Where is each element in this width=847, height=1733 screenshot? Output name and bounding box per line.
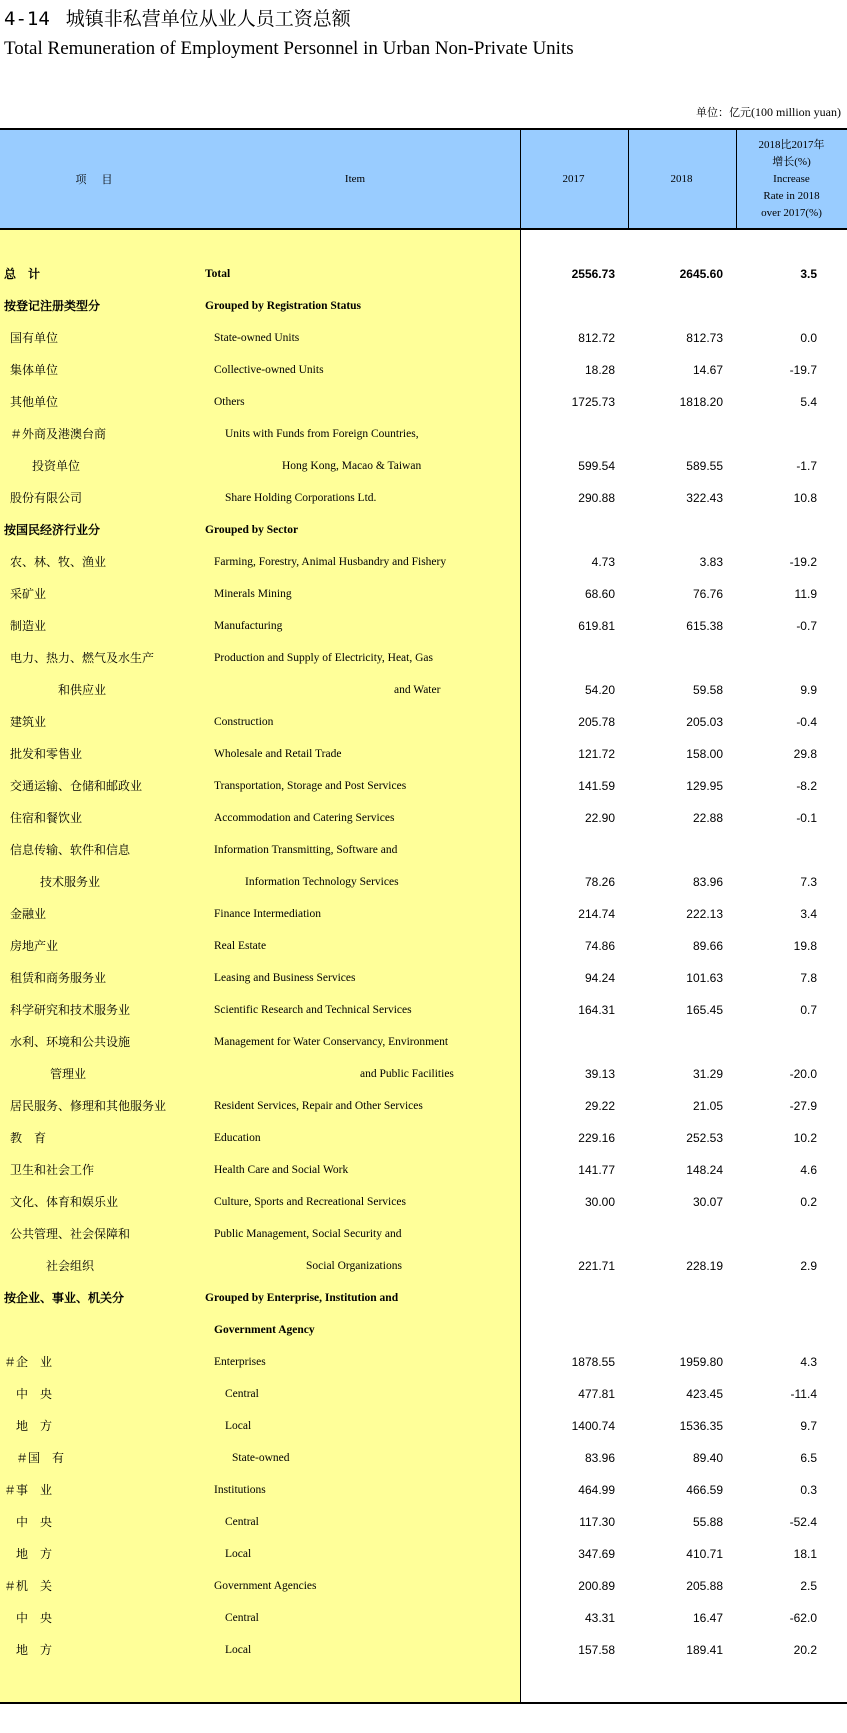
row-label-en: Public Management, Social Security and (214, 1228, 402, 1240)
table-title-en: Total Remuneration of Employment Personnel in Urban Non-Private Units (4, 38, 574, 59)
value-2017: 157.58 (578, 1643, 615, 1657)
value-2017: 619.81 (578, 619, 615, 633)
row-label-zh: 金融业 (10, 907, 47, 921)
row-label-zh: 按国民经济行业分 (4, 523, 101, 537)
value-2018: 189.41 (686, 1643, 723, 1657)
row-label-en: and Public Facilities (360, 1068, 454, 1080)
row-label-en: Information Transmitting, Software and (214, 844, 398, 856)
value-2017: 599.54 (578, 459, 615, 473)
row-label-zh: 地 方 (16, 1643, 53, 1657)
value-2017: 18.28 (584, 363, 615, 377)
data-table (0, 128, 847, 1704)
value-2018: 205.03 (686, 715, 723, 729)
value-2018: 1536.35 (679, 1419, 723, 1433)
growth-rate: 10.2 (793, 1131, 817, 1145)
table-title-zh (4, 4, 351, 31)
row-label-en: Farming, Forestry, Animal Husbandry and Fishery (214, 556, 447, 568)
growth-rate: 3.4 (800, 907, 817, 921)
header-growth-line: 2018比2017年 (758, 138, 825, 151)
row-label-zh: 集体单位 (10, 363, 59, 377)
row-label-zh: 股份有限公司 (10, 491, 83, 505)
table-row (0, 834, 847, 866)
table-row (0, 1122, 847, 1154)
value-2017: 117.30 (579, 1515, 615, 1529)
value-2018: 83.96 (692, 875, 723, 889)
row-label-en: State-owned Units (214, 332, 300, 344)
row-label-en: Resident Services, Repair and Other Services (214, 1100, 423, 1112)
growth-rate: -19.7 (789, 363, 817, 377)
value-2017: 43.31 (584, 1611, 615, 1625)
row-label-en: Education (214, 1132, 261, 1144)
row-label-en: Central (225, 1388, 259, 1400)
table-row (0, 258, 847, 290)
growth-rate: 29.8 (793, 747, 817, 761)
value-2017: 221.71 (578, 1259, 615, 1273)
growth-rate: 20.2 (793, 1643, 817, 1657)
table-row (0, 1218, 847, 1250)
value-2017: 214.74 (578, 907, 615, 921)
row-label-zh: 中 央 (16, 1515, 53, 1529)
growth-rate: 0.7 (800, 1003, 817, 1017)
row-label-en: Information Technology Services (245, 876, 399, 888)
table-row (0, 610, 847, 642)
row-label-en: Enterprises (214, 1356, 266, 1368)
value-2017: 347.69 (578, 1547, 615, 1561)
row-label-en: Scientific Research and Technical Services (214, 1004, 412, 1016)
growth-rate: 0.3 (800, 1483, 817, 1497)
row-label-en: Grouped by Sector (205, 524, 299, 536)
table-row (0, 1314, 847, 1346)
table-title-zh-text: 城镇非私营单位从业人员工资总额 (65, 8, 351, 30)
value-2018: 615.38 (686, 619, 723, 633)
table-row (0, 1474, 847, 1506)
header-item-zh: 项 目 (75, 173, 115, 186)
row-label-zh: ＃企 业 (4, 1355, 53, 1369)
growth-rate: -19.2 (789, 555, 817, 569)
growth-rate: 2.5 (800, 1579, 817, 1593)
value-2017: 83.96 (584, 1451, 615, 1465)
row-label-zh: 按企业、事业、机关分 (4, 1291, 125, 1305)
value-2017: 22.90 (584, 811, 615, 825)
value-2018: 423.45 (686, 1387, 723, 1401)
row-label-en: Real Estate (214, 940, 267, 952)
row-label-en: Management for Water Conservancy, Environment (214, 1036, 449, 1048)
row-label-en: Central (225, 1516, 259, 1528)
row-label-en: Minerals Mining (214, 588, 292, 600)
value-2018: 2645.60 (679, 267, 723, 281)
row-label-en: Others (214, 396, 245, 408)
table-row (0, 1442, 847, 1474)
growth-rate: 5.4 (800, 395, 817, 409)
row-label-zh: 建筑业 (10, 715, 47, 729)
value-2017: 229.16 (578, 1131, 615, 1145)
growth-rate: 3.5 (800, 267, 817, 281)
value-2018: 55.88 (692, 1515, 723, 1529)
table-row (0, 738, 847, 770)
growth-rate: 9.7 (800, 1419, 817, 1433)
value-2017: 78.26 (584, 875, 615, 889)
value-2018: 228.19 (686, 1259, 723, 1273)
value-2018: 16.47 (692, 1611, 723, 1625)
row-label-en: Accommodation and Catering Services (214, 812, 395, 824)
value-2018: 101.63 (686, 971, 723, 985)
value-2018: 21.05 (692, 1099, 723, 1113)
table-row (0, 514, 847, 546)
value-2018: 89.66 (692, 939, 723, 953)
row-label-zh: 批发和零售业 (10, 747, 83, 761)
row-label-zh: 科学研究和技术服务业 (10, 1003, 131, 1017)
row-label-en: Leasing and Business Services (214, 972, 356, 984)
header-2018: 2018 (670, 173, 693, 185)
row-label-zh: 农、林、牧、渔业 (10, 555, 107, 569)
table-row (0, 578, 847, 610)
value-2018: 129.95 (686, 779, 723, 793)
header-item-en: Item (344, 173, 366, 185)
row-label-en: Collective-owned Units (214, 364, 324, 376)
row-label-zh: 房地产业 (10, 939, 59, 953)
value-2017: 68.60 (584, 587, 615, 601)
header-growth-line: Rate in 2018 (763, 189, 820, 202)
table-row (0, 898, 847, 930)
row-label-zh: ＃外商及港澳台商 (10, 427, 107, 441)
table-row (0, 290, 847, 322)
value-2018: 322.43 (686, 491, 723, 505)
unit-label-zh: 单位：亿元 (696, 106, 751, 119)
table-row (0, 866, 847, 898)
growth-rate: -8.2 (796, 779, 817, 793)
value-2017: 141.77 (578, 1163, 615, 1177)
value-2017: 290.88 (578, 491, 615, 505)
row-label-en: Transportation, Storage and Post Services (214, 780, 407, 792)
growth-rate: -20.0 (789, 1067, 817, 1081)
growth-rate: 6.5 (800, 1451, 817, 1465)
row-label-en: Local (225, 1548, 252, 1560)
growth-rate: -27.9 (789, 1099, 817, 1113)
row-label-zh: 卫生和社会工作 (10, 1163, 95, 1177)
header-2017: 2017 (562, 173, 585, 185)
row-label-zh: ＃国 有 (16, 1451, 65, 1465)
growth-rate: 0.2 (800, 1195, 817, 1209)
row-label-zh: 中 央 (16, 1387, 53, 1401)
growth-rate: 11.9 (794, 587, 817, 601)
row-label-en: Local (225, 1644, 252, 1656)
value-2017: 54.20 (584, 683, 615, 697)
growth-rate: -11.4 (790, 1387, 817, 1401)
table-row (0, 1602, 847, 1634)
unit-label (696, 104, 841, 120)
row-label-zh: 文化、体育和娱乐业 (10, 1195, 119, 1209)
header-growth (736, 130, 847, 228)
growth-rate: 2.9 (800, 1259, 817, 1273)
row-label-zh: 管理业 (50, 1067, 87, 1081)
table-row (0, 770, 847, 802)
table-row (0, 1378, 847, 1410)
table-row (0, 962, 847, 994)
row-label-en: Construction (214, 716, 274, 728)
table-row (0, 1282, 847, 1314)
row-label-zh: 按登记注册类型分 (4, 299, 101, 313)
row-label-en: Institutions (214, 1484, 266, 1496)
value-2018: 205.88 (686, 1579, 723, 1593)
growth-rate: -0.4 (796, 715, 817, 729)
value-2018: 31.29 (692, 1067, 723, 1081)
value-2018: 466.59 (686, 1483, 723, 1497)
table-body (0, 258, 847, 1666)
row-label-zh: 公共管理、社会保障和 (10, 1227, 131, 1241)
table-header (0, 128, 847, 230)
row-label-zh: 制造业 (10, 619, 47, 633)
table-row (0, 1634, 847, 1666)
row-label-zh: ＃事 业 (4, 1483, 53, 1497)
row-label-zh: 技术服务业 (40, 875, 101, 889)
column-divider (628, 128, 629, 230)
value-2017: 30.00 (584, 1195, 615, 1209)
row-label-en: Production and Supply of Electricity, Heat, Gas (214, 652, 433, 664)
row-label-zh: 投资单位 (32, 459, 81, 473)
value-2017: 4.73 (591, 555, 615, 569)
row-label-zh: 地 方 (16, 1547, 53, 1561)
row-label-en: Government Agencies (214, 1580, 317, 1592)
value-2018: 252.53 (686, 1131, 723, 1145)
value-2017: 205.78 (578, 715, 615, 729)
table-row (0, 802, 847, 834)
table-row (0, 1346, 847, 1378)
row-label-zh: 和供应业 (58, 683, 107, 697)
table-row (0, 354, 847, 386)
table-row (0, 1570, 847, 1602)
row-label-en: Hong Kong, Macao & Taiwan (282, 460, 422, 472)
value-2017: 74.86 (584, 939, 615, 953)
table-row (0, 546, 847, 578)
table-row (0, 1538, 847, 1570)
table-row (0, 1090, 847, 1122)
value-2017: 200.89 (578, 1579, 615, 1593)
row-label-en: Units with Funds from Foreign Countries, (225, 428, 419, 440)
row-label-zh: 其他单位 (10, 395, 59, 409)
value-2018: 158.00 (686, 747, 723, 761)
row-label-zh: 地 方 (16, 1419, 53, 1433)
table-row (0, 1250, 847, 1282)
growth-rate: 10.8 (793, 491, 817, 505)
value-2017: 164.31 (578, 1003, 615, 1017)
table-row (0, 1026, 847, 1058)
value-2018: 148.24 (686, 1163, 723, 1177)
value-2018: 3.83 (699, 555, 723, 569)
value-2017: 94.24 (584, 971, 615, 985)
value-2017: 2556.73 (571, 267, 615, 281)
value-2017: 141.59 (578, 779, 615, 793)
table-row (0, 1506, 847, 1538)
row-label-en: Culture, Sports and Recreational Services (214, 1196, 406, 1208)
value-2018: 1818.20 (679, 395, 723, 409)
growth-rate: -1.7 (796, 459, 817, 473)
growth-rate: 4.3 (800, 1355, 817, 1369)
row-label-zh: 国有单位 (10, 331, 59, 345)
row-label-zh: 总 计 (4, 267, 41, 281)
table-row (0, 1058, 847, 1090)
header-growth-line: 增长(%) (772, 155, 811, 168)
row-label-zh: 租赁和商务服务业 (10, 971, 107, 985)
header-growth-line: Increase (773, 172, 810, 185)
value-2018: 165.45 (686, 1003, 723, 1017)
growth-rate: -52.4 (789, 1515, 817, 1529)
row-label-en: Government Agency (214, 1324, 315, 1336)
value-2018: 222.13 (686, 907, 723, 921)
row-label-en: Grouped by Registration Status (205, 300, 362, 312)
table-bottom-rule (0, 1702, 847, 1704)
row-label-en: Health Care and Social Work (214, 1164, 349, 1176)
table-number: 4-14 (4, 8, 50, 30)
growth-rate: 4.6 (800, 1163, 817, 1177)
table-row (0, 1410, 847, 1442)
growth-rate: 0.0 (800, 331, 817, 345)
value-2018: 812.73 (686, 331, 723, 345)
row-label-zh: 教 育 (10, 1131, 47, 1145)
row-label-en: Local (225, 1420, 252, 1432)
growth-rate: -0.1 (796, 811, 817, 825)
row-label-en: Share Holding Corporations Ltd. (225, 492, 377, 504)
value-2017: 464.99 (578, 1483, 615, 1497)
row-label-en: Central (225, 1612, 259, 1624)
column-divider (736, 128, 737, 230)
table-row (0, 450, 847, 482)
growth-rate: 7.3 (800, 875, 817, 889)
table-row (0, 642, 847, 674)
value-2018: 410.71 (686, 1547, 723, 1561)
value-2017: 1878.55 (571, 1355, 615, 1369)
table-row (0, 930, 847, 962)
growth-rate: 7.8 (800, 971, 817, 985)
row-label-en: and Water (394, 684, 441, 696)
growth-rate: 9.9 (800, 683, 817, 697)
row-label-en: State-owned (232, 1452, 290, 1464)
value-2017: 39.13 (584, 1067, 615, 1081)
row-label-en: Manufacturing (214, 620, 283, 632)
row-label-en: Grouped by Enterprise, Institution and (205, 1292, 399, 1304)
growth-rate: 18.1 (793, 1547, 817, 1561)
value-2018: 22.88 (692, 811, 723, 825)
table-row (0, 418, 847, 450)
table-row (0, 322, 847, 354)
row-label-zh: 电力、热力、燃气及水生产 (10, 651, 155, 665)
row-label-en: Wholesale and Retail Trade (214, 748, 342, 760)
value-2018: 89.40 (692, 1451, 723, 1465)
row-label-zh: 居民服务、修理和其他服务业 (10, 1099, 167, 1113)
row-label-zh: 信息传输、软件和信息 (10, 843, 131, 857)
unit-label-en: (100 million yuan) (751, 105, 841, 119)
value-2018: 30.07 (692, 1195, 723, 1209)
table-row (0, 482, 847, 514)
value-2018: 14.67 (692, 363, 723, 377)
table-row (0, 994, 847, 1026)
row-label-zh: 中 央 (16, 1611, 53, 1625)
row-label-en: Finance Intermediation (214, 908, 321, 920)
row-label-en: Total (205, 268, 231, 280)
table-row (0, 1154, 847, 1186)
growth-rate: -62.0 (789, 1611, 817, 1625)
header-growth-line: over 2017(%) (761, 206, 822, 219)
row-label-zh: 社会组织 (46, 1259, 95, 1273)
value-2018: 76.76 (692, 587, 723, 601)
growth-rate: -0.7 (796, 619, 817, 633)
table-row (0, 674, 847, 706)
value-2017: 1725.73 (571, 395, 615, 409)
value-2018: 589.55 (686, 459, 723, 473)
value-2018: 59.58 (692, 683, 723, 697)
value-2017: 121.72 (578, 747, 615, 761)
row-label-en: Social Organizations (306, 1260, 402, 1272)
table-row (0, 1186, 847, 1218)
growth-rate: 19.8 (793, 939, 817, 953)
row-label-zh: 水利、环境和公共设施 (10, 1035, 131, 1049)
value-2017: 477.81 (578, 1387, 615, 1401)
value-2017: 1400.74 (571, 1419, 615, 1433)
value-2017: 29.22 (584, 1099, 615, 1113)
table-row (0, 706, 847, 738)
row-label-zh: 住宿和餐饮业 (10, 811, 83, 825)
row-label-zh: 交通运输、仓储和邮政业 (10, 779, 143, 793)
value-2017: 812.72 (578, 331, 615, 345)
row-label-zh: 采矿业 (10, 587, 47, 601)
row-label-zh: ＃机 关 (4, 1579, 53, 1593)
table-row (0, 386, 847, 418)
value-2018: 1959.80 (679, 1355, 723, 1369)
